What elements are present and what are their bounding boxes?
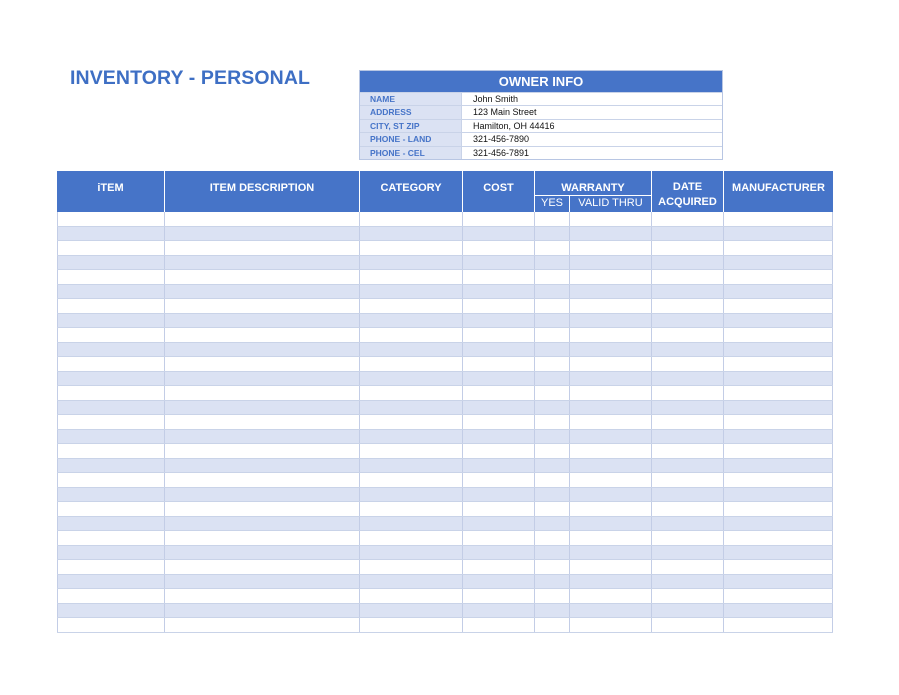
table-row — [57, 256, 833, 271]
cell-category[interactable] — [360, 415, 463, 429]
cell-category[interactable] — [360, 285, 463, 299]
cell-category[interactable] — [360, 270, 463, 284]
cell-cost[interactable] — [463, 386, 535, 400]
cell-description[interactable] — [165, 299, 360, 313]
cell-description[interactable] — [165, 343, 360, 357]
cell-warranty-yes[interactable] — [535, 560, 570, 574]
cell-cost[interactable] — [463, 488, 535, 502]
cell-cost[interactable] — [463, 227, 535, 241]
cell-cost[interactable] — [463, 256, 535, 270]
cell-date-acquired[interactable] — [652, 212, 724, 226]
column-header-warranty-yes: YES — [535, 196, 570, 212]
cell-warranty-valid-thru[interactable] — [570, 401, 652, 415]
cell-category[interactable] — [360, 560, 463, 574]
table-row — [57, 401, 833, 416]
table-row — [57, 502, 833, 517]
cell-category[interactable] — [360, 227, 463, 241]
cell-description[interactable] — [165, 386, 360, 400]
cell-date-acquired[interactable] — [652, 357, 724, 371]
owner-info-panel — [359, 70, 723, 160]
table-row — [57, 270, 833, 285]
cell-warranty-valid-thru[interactable] — [570, 517, 652, 531]
cell-category[interactable] — [360, 502, 463, 516]
cell-description[interactable] — [165, 575, 360, 589]
cell-date-acquired[interactable] — [652, 473, 724, 487]
cell-manufacturer[interactable] — [724, 589, 833, 603]
cell-description[interactable] — [165, 415, 360, 429]
owner-value-address[interactable]: 123 Main Street — [462, 106, 722, 118]
table-row — [57, 604, 833, 619]
table-row — [57, 589, 833, 604]
cell-description[interactable] — [165, 372, 360, 386]
column-header-date-acquired — [652, 171, 724, 212]
table-row — [57, 212, 833, 227]
cell-category[interactable] — [360, 343, 463, 357]
cell-category[interactable] — [360, 589, 463, 603]
cell-description[interactable] — [165, 241, 360, 255]
cell-description[interactable] — [165, 604, 360, 618]
cell-warranty-valid-thru[interactable] — [570, 386, 652, 400]
cell-manufacturer[interactable] — [724, 531, 833, 545]
cell-warranty-valid-thru[interactable] — [570, 227, 652, 241]
table-row — [57, 531, 833, 546]
cell-cost[interactable] — [463, 473, 535, 487]
cell-warranty-valid-thru[interactable] — [570, 299, 652, 313]
cell-description[interactable] — [165, 444, 360, 458]
cell-cost[interactable] — [463, 531, 535, 545]
cell-date-acquired[interactable] — [652, 589, 724, 603]
cell-warranty-yes[interactable] — [535, 212, 570, 226]
cell-item[interactable] — [57, 256, 165, 270]
owner-value-phone-land[interactable]: 321-456-7890 — [462, 133, 722, 145]
cell-item[interactable] — [57, 401, 165, 415]
cell-category[interactable] — [360, 314, 463, 328]
cell-cost[interactable] — [463, 589, 535, 603]
table-row — [57, 415, 833, 430]
cell-warranty-yes[interactable] — [535, 604, 570, 618]
cell-description[interactable] — [165, 589, 360, 603]
cell-warranty-yes[interactable] — [535, 415, 570, 429]
cell-item[interactable] — [57, 270, 165, 284]
cell-manufacturer[interactable] — [724, 560, 833, 574]
cell-warranty-valid-thru[interactable] — [570, 531, 652, 545]
cell-warranty-yes[interactable] — [535, 372, 570, 386]
owner-row-phone-land — [360, 132, 722, 145]
cell-warranty-valid-thru[interactable] — [570, 357, 652, 371]
date-header-line-1: DATE — [672, 181, 703, 193]
cell-category[interactable] — [360, 372, 463, 386]
column-header-item-description: ITEM DESCRIPTION — [165, 171, 360, 212]
cell-date-acquired[interactable] — [652, 415, 724, 429]
cell-category[interactable] — [360, 546, 463, 560]
cell-date-acquired[interactable] — [652, 328, 724, 342]
cell-manufacturer[interactable] — [724, 328, 833, 342]
cell-cost[interactable] — [463, 328, 535, 342]
cell-item[interactable] — [57, 531, 165, 545]
cell-manufacturer[interactable] — [724, 270, 833, 284]
table-row — [57, 488, 833, 503]
cell-date-acquired[interactable] — [652, 517, 724, 531]
cell-manufacturer[interactable] — [724, 343, 833, 357]
cell-warranty-yes[interactable] — [535, 401, 570, 415]
cell-date-acquired[interactable] — [652, 502, 724, 516]
cell-description[interactable] — [165, 488, 360, 502]
cell-cost[interactable] — [463, 372, 535, 386]
cell-warranty-valid-thru[interactable] — [570, 314, 652, 328]
cell-warranty-yes[interactable] — [535, 241, 570, 255]
cell-category[interactable] — [360, 299, 463, 313]
cell-description[interactable] — [165, 459, 360, 473]
cell-cost[interactable] — [463, 575, 535, 589]
cell-manufacturer[interactable] — [724, 604, 833, 618]
cell-cost[interactable] — [463, 357, 535, 371]
cell-item[interactable] — [57, 502, 165, 516]
table-row — [57, 328, 833, 343]
cell-category[interactable] — [360, 212, 463, 226]
cell-manufacturer[interactable] — [724, 314, 833, 328]
cell-warranty-valid-thru[interactable] — [570, 618, 652, 632]
table-row — [57, 473, 833, 488]
cell-item[interactable] — [57, 546, 165, 560]
cell-item[interactable] — [57, 459, 165, 473]
cell-description[interactable] — [165, 430, 360, 444]
cell-description[interactable] — [165, 212, 360, 226]
cell-date-acquired[interactable] — [652, 285, 724, 299]
cell-item[interactable] — [57, 589, 165, 603]
cell-warranty-valid-thru[interactable] — [570, 430, 652, 444]
cell-manufacturer[interactable] — [724, 502, 833, 516]
cell-item[interactable] — [57, 517, 165, 531]
cell-date-acquired[interactable] — [652, 546, 724, 560]
cell-item[interactable] — [57, 241, 165, 255]
cell-manufacturer[interactable] — [724, 241, 833, 255]
table-row — [57, 227, 833, 242]
inventory-table — [57, 171, 833, 631]
cell-item[interactable] — [57, 575, 165, 589]
cell-category[interactable] — [360, 401, 463, 415]
cell-description[interactable] — [165, 256, 360, 270]
column-header-cost: COST — [463, 171, 535, 212]
cell-cost[interactable] — [463, 459, 535, 473]
cell-item[interactable] — [57, 343, 165, 357]
cell-cost[interactable] — [463, 415, 535, 429]
cell-warranty-valid-thru[interactable] — [570, 241, 652, 255]
cell-category[interactable] — [360, 531, 463, 545]
cell-manufacturer[interactable] — [724, 285, 833, 299]
cell-item[interactable] — [57, 473, 165, 487]
cell-date-acquired[interactable] — [652, 241, 724, 255]
cell-description[interactable] — [165, 560, 360, 574]
owner-label: PHONE - LAND — [360, 133, 462, 145]
cell-cost[interactable] — [463, 502, 535, 516]
owner-label: NAME — [360, 93, 462, 105]
cell-item[interactable] — [57, 618, 165, 632]
cell-manufacturer[interactable] — [724, 299, 833, 313]
cell-warranty-yes[interactable] — [535, 444, 570, 458]
cell-description[interactable] — [165, 314, 360, 328]
cell-warranty-yes[interactable] — [535, 502, 570, 516]
table-row — [57, 314, 833, 329]
cell-manufacturer[interactable] — [724, 357, 833, 371]
cell-description[interactable] — [165, 531, 360, 545]
table-row — [57, 430, 833, 445]
cell-date-acquired[interactable] — [652, 531, 724, 545]
cell-cost[interactable] — [463, 401, 535, 415]
cell-warranty-yes[interactable] — [535, 343, 570, 357]
cell-date-acquired[interactable] — [652, 444, 724, 458]
cell-warranty-valid-thru[interactable] — [570, 343, 652, 357]
table-row — [57, 357, 833, 372]
cell-warranty-yes[interactable] — [535, 357, 570, 371]
cell-category[interactable] — [360, 459, 463, 473]
cell-date-acquired[interactable] — [652, 618, 724, 632]
column-header-warranty: WARRANTY — [535, 171, 652, 196]
cell-warranty-valid-thru[interactable] — [570, 546, 652, 560]
cell-manufacturer[interactable] — [724, 212, 833, 226]
cell-description[interactable] — [165, 546, 360, 560]
column-header-item: iTEM — [57, 171, 165, 212]
cell-item[interactable] — [57, 415, 165, 429]
table-row — [57, 517, 833, 532]
cell-date-acquired[interactable] — [652, 604, 724, 618]
cell-warranty-valid-thru[interactable] — [570, 560, 652, 574]
cell-date-acquired[interactable] — [652, 560, 724, 574]
cell-cost[interactable] — [463, 314, 535, 328]
cell-item[interactable] — [57, 212, 165, 226]
cell-manufacturer[interactable] — [724, 430, 833, 444]
cell-date-acquired[interactable] — [652, 401, 724, 415]
cell-date-acquired[interactable] — [652, 386, 724, 400]
column-header-warranty-valid-thru: VALID THRU — [570, 196, 652, 212]
table-row — [57, 560, 833, 575]
owner-row-name — [360, 92, 722, 105]
cell-cost[interactable] — [463, 212, 535, 226]
page-title: INVENTORY - PERSONAL — [70, 67, 311, 89]
cell-warranty-yes[interactable] — [535, 618, 570, 632]
cell-manufacturer[interactable] — [724, 473, 833, 487]
cell-warranty-valid-thru[interactable] — [570, 444, 652, 458]
cell-category[interactable] — [360, 575, 463, 589]
cell-warranty-yes[interactable] — [535, 473, 570, 487]
cell-category[interactable] — [360, 430, 463, 444]
cell-date-acquired[interactable] — [652, 270, 724, 284]
cell-warranty-valid-thru[interactable] — [570, 488, 652, 502]
owner-row-phone-cel — [360, 146, 722, 159]
cell-item[interactable] — [57, 386, 165, 400]
cell-description[interactable] — [165, 227, 360, 241]
cell-date-acquired[interactable] — [652, 227, 724, 241]
cell-warranty-valid-thru[interactable] — [570, 212, 652, 226]
cell-description[interactable] — [165, 618, 360, 632]
cell-warranty-yes[interactable] — [535, 430, 570, 444]
owner-value-name[interactable]: John Smith — [462, 93, 722, 105]
table-row — [57, 386, 833, 401]
cell-item[interactable] — [57, 328, 165, 342]
cell-manufacturer[interactable] — [724, 386, 833, 400]
cell-description[interactable] — [165, 401, 360, 415]
cell-warranty-valid-thru[interactable] — [570, 285, 652, 299]
column-header-category: CATEGORY — [360, 171, 463, 212]
cell-warranty-valid-thru[interactable] — [570, 372, 652, 386]
cell-manufacturer[interactable] — [724, 575, 833, 589]
cell-category[interactable] — [360, 241, 463, 255]
cell-date-acquired[interactable] — [652, 372, 724, 386]
cell-cost[interactable] — [463, 604, 535, 618]
cell-item[interactable] — [57, 430, 165, 444]
cell-warranty-valid-thru[interactable] — [570, 589, 652, 603]
table-row — [57, 285, 833, 300]
cell-manufacturer[interactable] — [724, 401, 833, 415]
table-row — [57, 444, 833, 459]
cell-warranty-yes[interactable] — [535, 270, 570, 284]
owner-label: ADDRESS — [360, 106, 462, 118]
cell-warranty-yes[interactable] — [535, 575, 570, 589]
cell-date-acquired[interactable] — [652, 343, 724, 357]
cell-warranty-valid-thru[interactable] — [570, 270, 652, 284]
cell-date-acquired[interactable] — [652, 488, 724, 502]
cell-warranty-yes[interactable] — [535, 328, 570, 342]
cell-date-acquired[interactable] — [652, 575, 724, 589]
cell-cost[interactable] — [463, 444, 535, 458]
cell-item[interactable] — [57, 357, 165, 371]
cell-item[interactable] — [57, 372, 165, 386]
cell-warranty-valid-thru[interactable] — [570, 502, 652, 516]
cell-category[interactable] — [360, 256, 463, 270]
cell-warranty-valid-thru[interactable] — [570, 328, 652, 342]
table-row — [57, 459, 833, 474]
cell-category[interactable] — [360, 444, 463, 458]
cell-warranty-yes[interactable] — [535, 299, 570, 313]
owner-label: PHONE - CEL — [360, 147, 462, 159]
table-row — [57, 546, 833, 561]
cell-warranty-valid-thru[interactable] — [570, 459, 652, 473]
cell-description[interactable] — [165, 357, 360, 371]
cell-category[interactable] — [360, 517, 463, 531]
cell-category[interactable] — [360, 604, 463, 618]
table-row — [57, 372, 833, 387]
cell-warranty-yes[interactable] — [535, 285, 570, 299]
owner-value-city[interactable]: Hamilton, OH 44416 — [462, 120, 722, 132]
cell-description[interactable] — [165, 473, 360, 487]
cell-category[interactable] — [360, 357, 463, 371]
cell-description[interactable] — [165, 502, 360, 516]
inventory-rows — [57, 212, 833, 633]
cell-item[interactable] — [57, 560, 165, 574]
cell-manufacturer[interactable] — [724, 256, 833, 270]
cell-warranty-yes[interactable] — [535, 314, 570, 328]
cell-item[interactable] — [57, 604, 165, 618]
cell-category[interactable] — [360, 488, 463, 502]
cell-manufacturer[interactable] — [724, 372, 833, 386]
table-row — [57, 575, 833, 590]
cell-category[interactable] — [360, 618, 463, 632]
owner-label: CITY, ST ZIP — [360, 120, 462, 132]
cell-cost[interactable] — [463, 517, 535, 531]
cell-item[interactable] — [57, 299, 165, 313]
cell-warranty-yes[interactable] — [535, 589, 570, 603]
cell-warranty-valid-thru[interactable] — [570, 575, 652, 589]
cell-warranty-yes[interactable] — [535, 531, 570, 545]
table-row — [57, 343, 833, 358]
cell-manufacturer[interactable] — [724, 618, 833, 632]
date-header-line-2: ACQUIRED — [658, 196, 717, 208]
owner-info-header: OWNER INFO — [360, 71, 722, 92]
cell-manufacturer[interactable] — [724, 546, 833, 560]
cell-warranty-yes[interactable] — [535, 517, 570, 531]
cell-item[interactable] — [57, 488, 165, 502]
cell-warranty-valid-thru[interactable] — [570, 256, 652, 270]
cell-manufacturer[interactable] — [724, 444, 833, 458]
cell-description[interactable] — [165, 285, 360, 299]
table-row — [57, 241, 833, 256]
cell-cost[interactable] — [463, 270, 535, 284]
cell-item[interactable] — [57, 444, 165, 458]
cell-date-acquired[interactable] — [652, 314, 724, 328]
cell-warranty-valid-thru[interactable] — [570, 604, 652, 618]
cell-warranty-valid-thru[interactable] — [570, 415, 652, 429]
cell-warranty-yes[interactable] — [535, 227, 570, 241]
cell-warranty-yes[interactable] — [535, 386, 570, 400]
cell-date-acquired[interactable] — [652, 430, 724, 444]
owner-row-address — [360, 105, 722, 118]
cell-cost[interactable] — [463, 241, 535, 255]
owner-row-city — [360, 119, 722, 132]
cell-item[interactable] — [57, 227, 165, 241]
cell-item[interactable] — [57, 314, 165, 328]
cell-item[interactable] — [57, 285, 165, 299]
cell-warranty-yes[interactable] — [535, 488, 570, 502]
cell-cost[interactable] — [463, 430, 535, 444]
cell-manufacturer[interactable] — [724, 488, 833, 502]
cell-date-acquired[interactable] — [652, 256, 724, 270]
cell-description[interactable] — [165, 517, 360, 531]
cell-warranty-yes[interactable] — [535, 256, 570, 270]
cell-category[interactable] — [360, 473, 463, 487]
cell-cost[interactable] — [463, 546, 535, 560]
cell-cost[interactable] — [463, 560, 535, 574]
column-header-manufacturer: MANUFACTURER — [724, 171, 833, 212]
cell-manufacturer[interactable] — [724, 415, 833, 429]
cell-date-acquired[interactable] — [652, 299, 724, 313]
cell-category[interactable] — [360, 386, 463, 400]
table-row — [57, 299, 833, 314]
cell-manufacturer[interactable] — [724, 517, 833, 531]
cell-manufacturer[interactable] — [724, 459, 833, 473]
cell-date-acquired[interactable] — [652, 459, 724, 473]
cell-description[interactable] — [165, 270, 360, 284]
cell-cost[interactable] — [463, 618, 535, 632]
cell-cost[interactable] — [463, 299, 535, 313]
cell-warranty-yes[interactable] — [535, 459, 570, 473]
cell-manufacturer[interactable] — [724, 227, 833, 241]
cell-warranty-valid-thru[interactable] — [570, 473, 652, 487]
owner-value-phone-cel[interactable]: 321-456-7891 — [462, 147, 722, 159]
table-row — [57, 618, 833, 633]
cell-cost[interactable] — [463, 285, 535, 299]
cell-category[interactable] — [360, 328, 463, 342]
cell-warranty-yes[interactable] — [535, 546, 570, 560]
cell-description[interactable] — [165, 328, 360, 342]
cell-cost[interactable] — [463, 343, 535, 357]
